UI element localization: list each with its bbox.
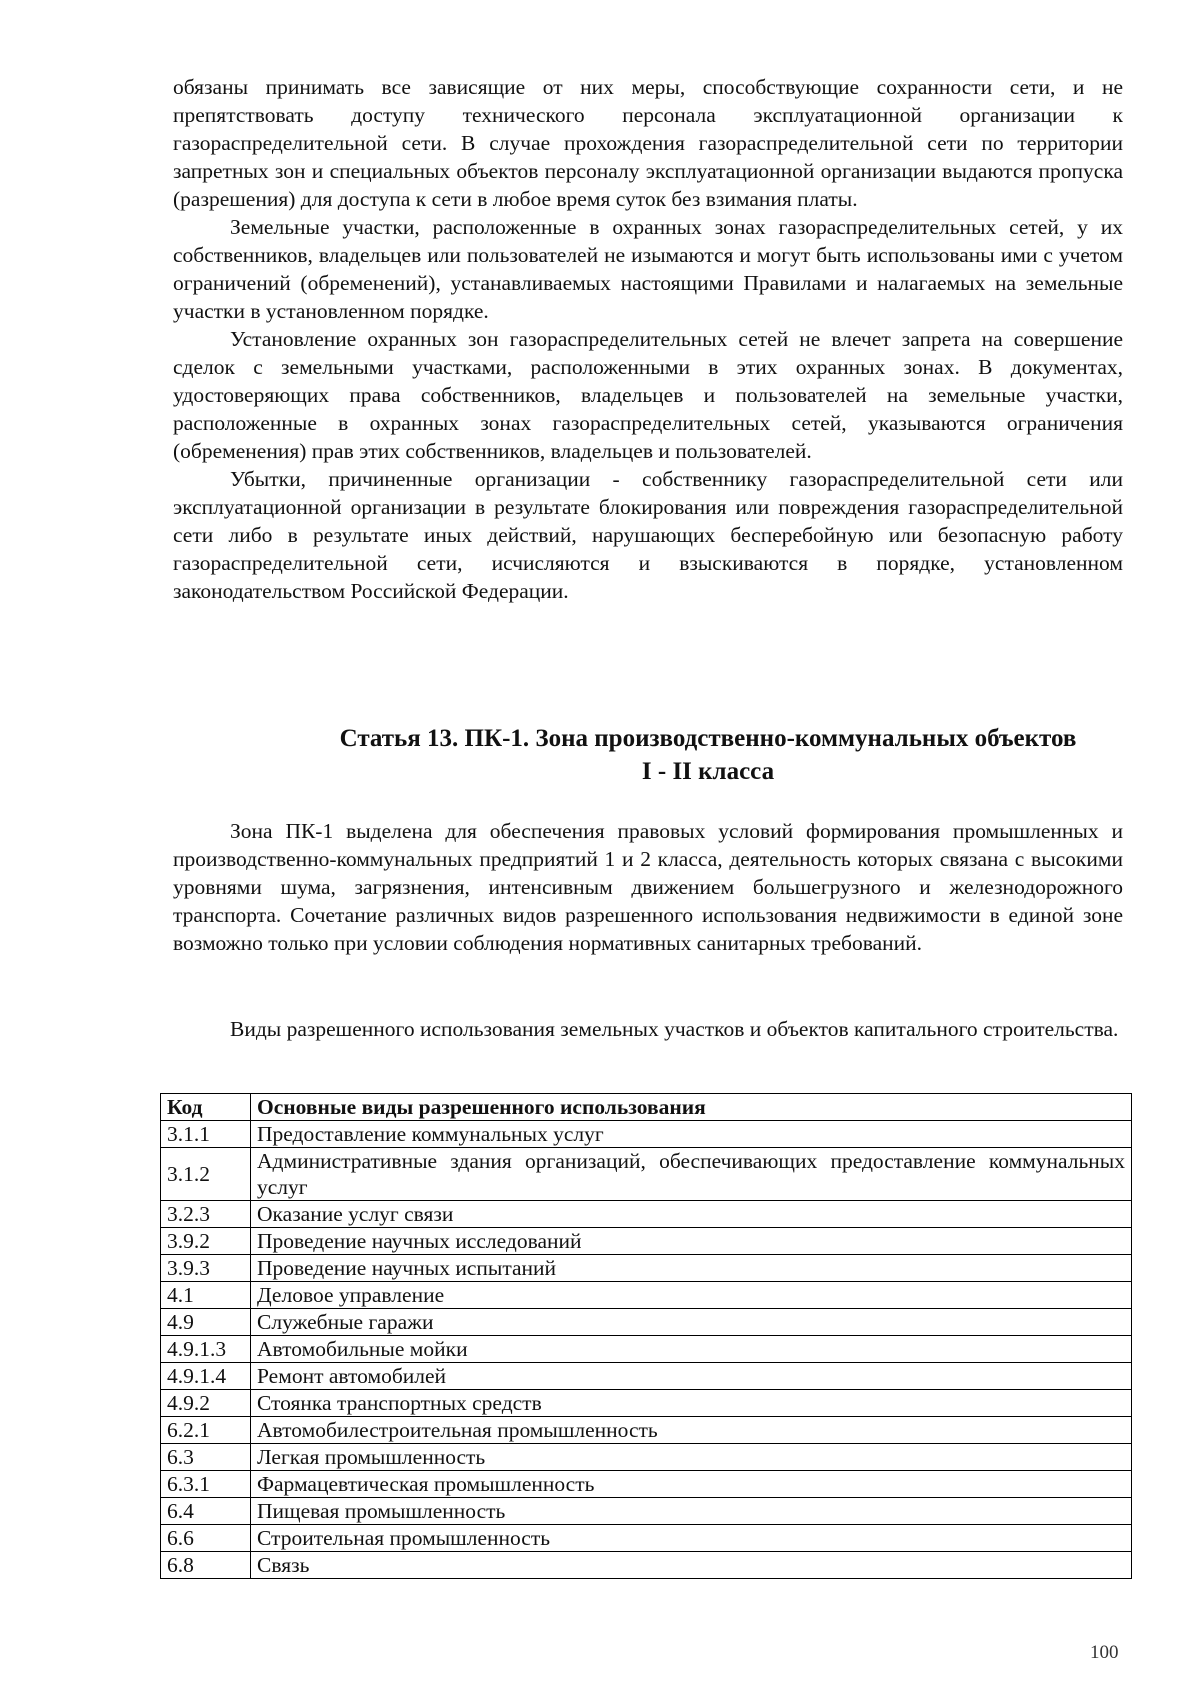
paragraph-top-1: обязаны принимать все зависящие от них меры, способствующие сохранности сети, и не препятствовать доступу технического персонала эксплуатационной организации к газораспределительной сети. В случае прохождения газораспределительной сети по территории запретных зон и специальных объектов персоналу эксплуатационной организации выдаются пропуска (разрешения) для доступа к сети в любое время суток без взимания платы. — [173, 75, 1123, 211]
row-code: 3.1.1 — [161, 1121, 251, 1148]
table-row — [161, 1498, 1132, 1525]
table-row — [161, 1363, 1132, 1390]
zone-description-block — [173, 817, 1123, 957]
row-name: Проведение научных испытаний — [251, 1255, 1132, 1282]
paragraph-top-4: Убытки, причиненные организации - собственнику газораспределительной сети или эксплуатационной организации в результате блокирования или повреждения газораспределительной сети либо в результате иных действий, нарушающих бесперебойную или безопасную работу газораспределительной сети, исчисляются и взыскиваются в порядке, установленном законодательством Российской Федерации. — [173, 467, 1123, 603]
row-name: Предоставление коммунальных услуг — [251, 1121, 1132, 1148]
row-code: 6.2.1 — [161, 1417, 251, 1444]
table-row — [161, 1471, 1132, 1498]
paragraph-top-2: Земельные участки, расположенные в охранных зонах газораспределительных сетей, у их собственников, владельцев или пользователей не изымаются и могут быть использованы ими с учетом ограничений (обременений), устанавливаемых настоящими Правилами и налагаемых на земельные участки в установленном порядке. — [173, 215, 1123, 323]
row-code: 6.3 — [161, 1444, 251, 1471]
row-name: Служебные гаражи — [251, 1309, 1132, 1336]
table-row — [161, 1148, 1132, 1201]
table-row — [161, 1552, 1132, 1579]
table-intro: Виды разрешенного использования земельных участков и объектов капитального строительства. — [230, 1017, 1119, 1041]
row-name: Легкая промышленность — [251, 1444, 1132, 1471]
row-name: Фармацевтическая промышленность — [251, 1471, 1132, 1498]
header-name: Основные виды разрешенного использования — [251, 1094, 1132, 1121]
row-code: 6.4 — [161, 1498, 251, 1525]
row-code: 4.1 — [161, 1282, 251, 1309]
row-code: 3.9.3 — [161, 1255, 251, 1282]
table-row — [161, 1228, 1132, 1255]
row-code: 3.9.2 — [161, 1228, 251, 1255]
table-row — [161, 1255, 1132, 1282]
row-name: Связь — [251, 1552, 1132, 1579]
paragraph-top-3: Установление охранных зон газораспределительных сетей не влечет запрета на совершение сделок с земельными участками, расположенными в этих охранных зонах. В документах, удостоверяющих права собственников, владельцев и пользователей на земельные участки, расположенные в охранных зонах газораспределительных сетей, указываются ограничения (обременения) прав этих собственников, владельцев и пользователей. — [173, 327, 1123, 463]
header-code: Код — [161, 1094, 251, 1121]
row-code: 6.6 — [161, 1525, 251, 1552]
row-name: Строительная промышленность — [251, 1525, 1132, 1552]
row-name: Стоянка транспортных средств — [251, 1390, 1132, 1417]
row-name: Оказание услуг связи — [251, 1201, 1132, 1228]
table-row — [161, 1282, 1132, 1309]
article-heading-line-1: Статья 13. ПК-1. Зона производственно-коммунальных объектов — [339, 725, 1077, 752]
table-row — [161, 1201, 1132, 1228]
row-name: Автомобильные мойки — [251, 1336, 1132, 1363]
table-row — [161, 1390, 1132, 1417]
row-name: Административные здания организаций, обеспечивающих предоставление коммунальных услуг — [251, 1148, 1132, 1201]
row-code: 6.8 — [161, 1552, 251, 1579]
row-code: 4.9.1.4 — [161, 1363, 251, 1390]
row-name: Ремонт автомобилей — [251, 1363, 1132, 1390]
row-code: 3.1.2 — [161, 1148, 251, 1201]
table-row — [161, 1444, 1132, 1471]
table-row — [161, 1525, 1132, 1552]
article-heading — [173, 722, 1123, 788]
table-row — [161, 1336, 1132, 1363]
permitted-uses-table — [160, 1093, 1132, 1579]
table-row — [161, 1309, 1132, 1336]
table-row — [161, 1417, 1132, 1444]
row-code: 4.9.1.3 — [161, 1336, 251, 1363]
row-name: Пищевая промышленность — [251, 1498, 1132, 1525]
table-row — [161, 1121, 1132, 1148]
row-name: Деловое управление — [251, 1282, 1132, 1309]
row-code: 6.3.1 — [161, 1471, 251, 1498]
table-header-row — [161, 1094, 1132, 1121]
table-intro-block — [173, 1015, 1123, 1043]
row-name: Автомобилестроительная промышленность — [251, 1417, 1132, 1444]
row-code: 3.2.3 — [161, 1201, 251, 1228]
page-number: 100 — [1090, 1642, 1119, 1663]
row-name: Проведение научных исследований — [251, 1228, 1132, 1255]
zone-description: Зона ПК-1 выделена для обеспечения правовых условий формирования промышленных и производственно-коммунальных предприятий 1 и 2 класса, деятельность которых связана с высокими уровнями шума, загрязнения, интенсивным движением большегрузного и железнодорожного транспорта. Сочетание различных видов разрешенного использования недвижимости в единой зоне возможно только при условии соблюдения нормативных санитарных требований. — [173, 819, 1123, 955]
row-code: 4.9.2 — [161, 1390, 251, 1417]
article-heading-line-2: I - II класса — [641, 758, 775, 785]
row-code: 4.9 — [161, 1309, 251, 1336]
top-text-block — [173, 73, 1123, 605]
